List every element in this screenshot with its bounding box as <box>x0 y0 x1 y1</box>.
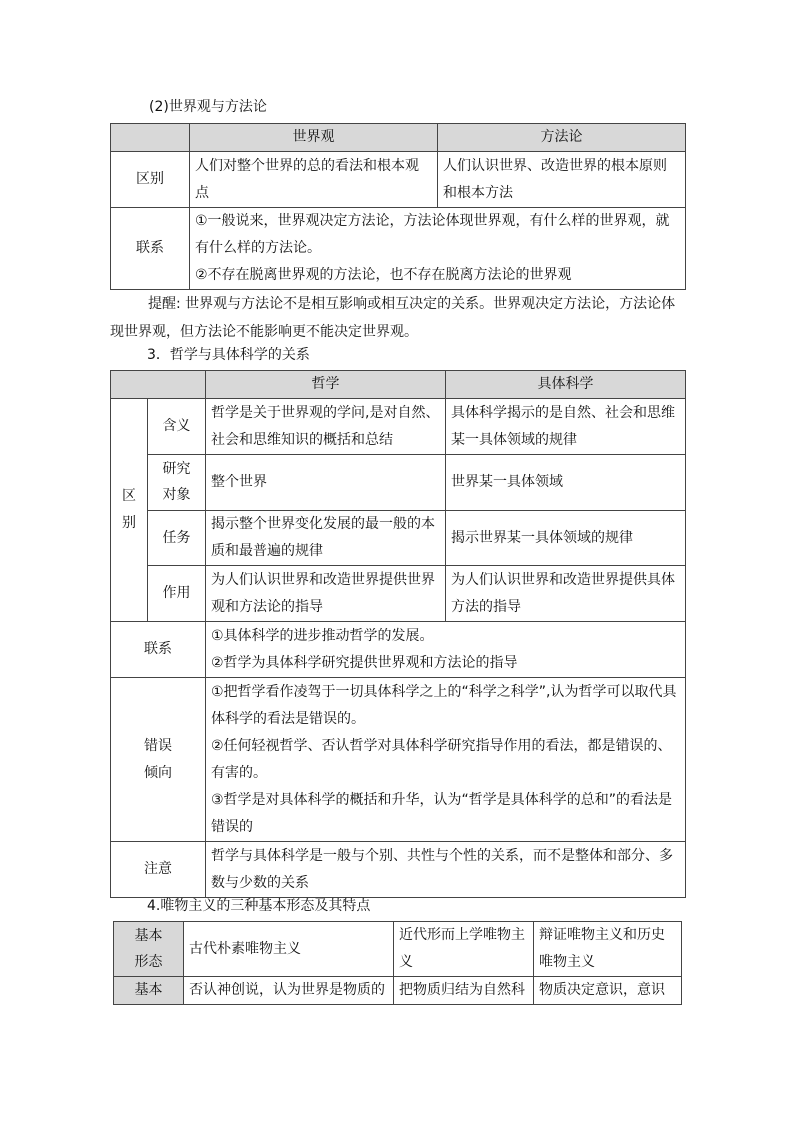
row-label-attention: 注意 <box>111 842 206 898</box>
row-label-meaning: 含义 <box>148 399 206 455</box>
cell-science-meaning: 具体科学揭示的是自然、社会和思维某一具体领域的规律 <box>446 399 686 455</box>
cell-philosophy-role: 为人们认识世界和改造世界提供世界观和方法论的指导 <box>206 566 446 622</box>
cell-metaphysical-feature: 把物质归结为自然科 <box>394 977 534 1005</box>
cell-connection-2 <box>206 622 686 678</box>
cell-worldview-definition: 人们对整个世界的总的看法和根本观点 <box>190 152 438 208</box>
group-label-top: 区 <box>122 488 136 504</box>
row-label-difference: 区别 <box>111 152 190 208</box>
cell-ancient-materialism: 古代朴素唯物主义 <box>184 922 394 977</box>
col-header-philosophy: 哲学 <box>206 371 446 399</box>
section-heading-materialism: 4.唯物主义的三种基本形态及其特点 <box>147 898 371 914</box>
cell-attention: 哲学与具体科学是一般与个别、共性与个性的关系，而不是整体和部分、多数与少数的关系 <box>206 842 686 898</box>
error-point-2: ②任何轻视哲学、否认哲学对具体科学研究指导作用的看法，都是错误的、有害的。 <box>211 737 672 781</box>
row-label-basic-form-text: 基本形态 <box>134 927 163 970</box>
row-label-basic-2: 基本 <box>114 977 184 1005</box>
cell-error-tendency <box>206 678 686 842</box>
error-point-3: ③哲学是对具体科学的概括和升华，认为“哲学是具体科学的总和”的看法是错误的 <box>211 791 673 835</box>
cell-science-role: 为人们认识世界和改造世界提供具体方法的指导 <box>446 566 686 622</box>
row-label-task: 任务 <box>148 511 206 566</box>
col-header-method: 方法论 <box>438 124 686 152</box>
col-header-worldview: 世界观 <box>190 124 438 152</box>
group-label-bottom: 别 <box>122 515 136 531</box>
table2-corner-cell <box>111 371 206 399</box>
section-heading-worldview-method: (2)世界观与方法论 <box>149 99 267 115</box>
section-heading-philosophy-science: 3．哲学与具体科学的关系 <box>147 347 310 363</box>
cell-philosophy-meaning: 哲学是关于世界观的学问,是对自然、社会和思维知识的概括和总结 <box>206 399 446 455</box>
tip-line-1: 提醒: 世界观与方法论不是相互影响或相互决定的关系。世界观决定方法论，方法论体 <box>148 296 676 312</box>
cell-dialectical-materialism: 辩证唯物主义和历史唯物主义 <box>534 922 682 977</box>
connection-point-2: ②不存在脱离世界观的方法论，也不存在脱离方法论的世界观 <box>195 267 572 283</box>
error-label-line-1: 错误 <box>144 737 172 754</box>
row-label-basic-form <box>114 922 184 977</box>
cell-philosophy-object: 整个世界 <box>206 455 446 511</box>
cell-dialectical-feature: 物质决定意识，意识 <box>534 977 682 1005</box>
row-label-connection: 联系 <box>111 208 190 290</box>
cell-method-definition: 人们认识世界、改造世界的根本原则和根本方法 <box>438 152 686 208</box>
row-label-object-text: 研究对象 <box>162 461 191 503</box>
cell-science-object: 世界某一具体领域 <box>446 455 686 511</box>
connection2-point-1: ①具体科学的进步推动哲学的发展。 <box>211 627 434 644</box>
cell-ancient-feature: 否认神创说，认为世界是物质的 <box>184 977 394 1005</box>
error-point-1: ①把哲学看作凌驾于一切具体科学之上的“科学之科学”,认为哲学可以取代具体科学的看法是错误的。 <box>211 683 677 727</box>
cell-philosophy-task: 揭示整个世界变化发展的最一般的本质和最普遍的规律 <box>206 511 446 566</box>
table-corner-cell <box>111 124 190 152</box>
philosophy-science-table <box>110 370 686 898</box>
row-label-object <box>148 455 206 511</box>
cell-connection <box>190 208 686 290</box>
error-label-line-2: 倾向 <box>144 764 172 781</box>
row-label-role: 作用 <box>148 566 206 622</box>
row-label-error-tendency <box>111 678 206 842</box>
tip-paragraph <box>110 290 690 346</box>
cell-metaphysical-materialism: 近代形而上学唯物主义 <box>394 922 534 977</box>
tip-line-2: 现世界观，但方法论不能影响更不能决定世界观。 <box>110 324 418 340</box>
col-header-science: 具体科学 <box>446 371 686 399</box>
materialism-table <box>113 921 682 1005</box>
row-label-connection-2: 联系 <box>111 622 206 678</box>
connection-point-1: ①一般说来，世界观决定方法论，方法论体现世界观，有什么样的世界观，就有什么样的方法论。 <box>195 213 670 256</box>
connection2-point-2: ②哲学为具体科学研究提供世界观和方法论的指导 <box>211 654 518 671</box>
worldview-method-table <box>110 123 686 290</box>
row-group-label-difference <box>111 399 148 622</box>
cell-science-task: 揭示世界某一具体领域的规律 <box>446 511 686 566</box>
